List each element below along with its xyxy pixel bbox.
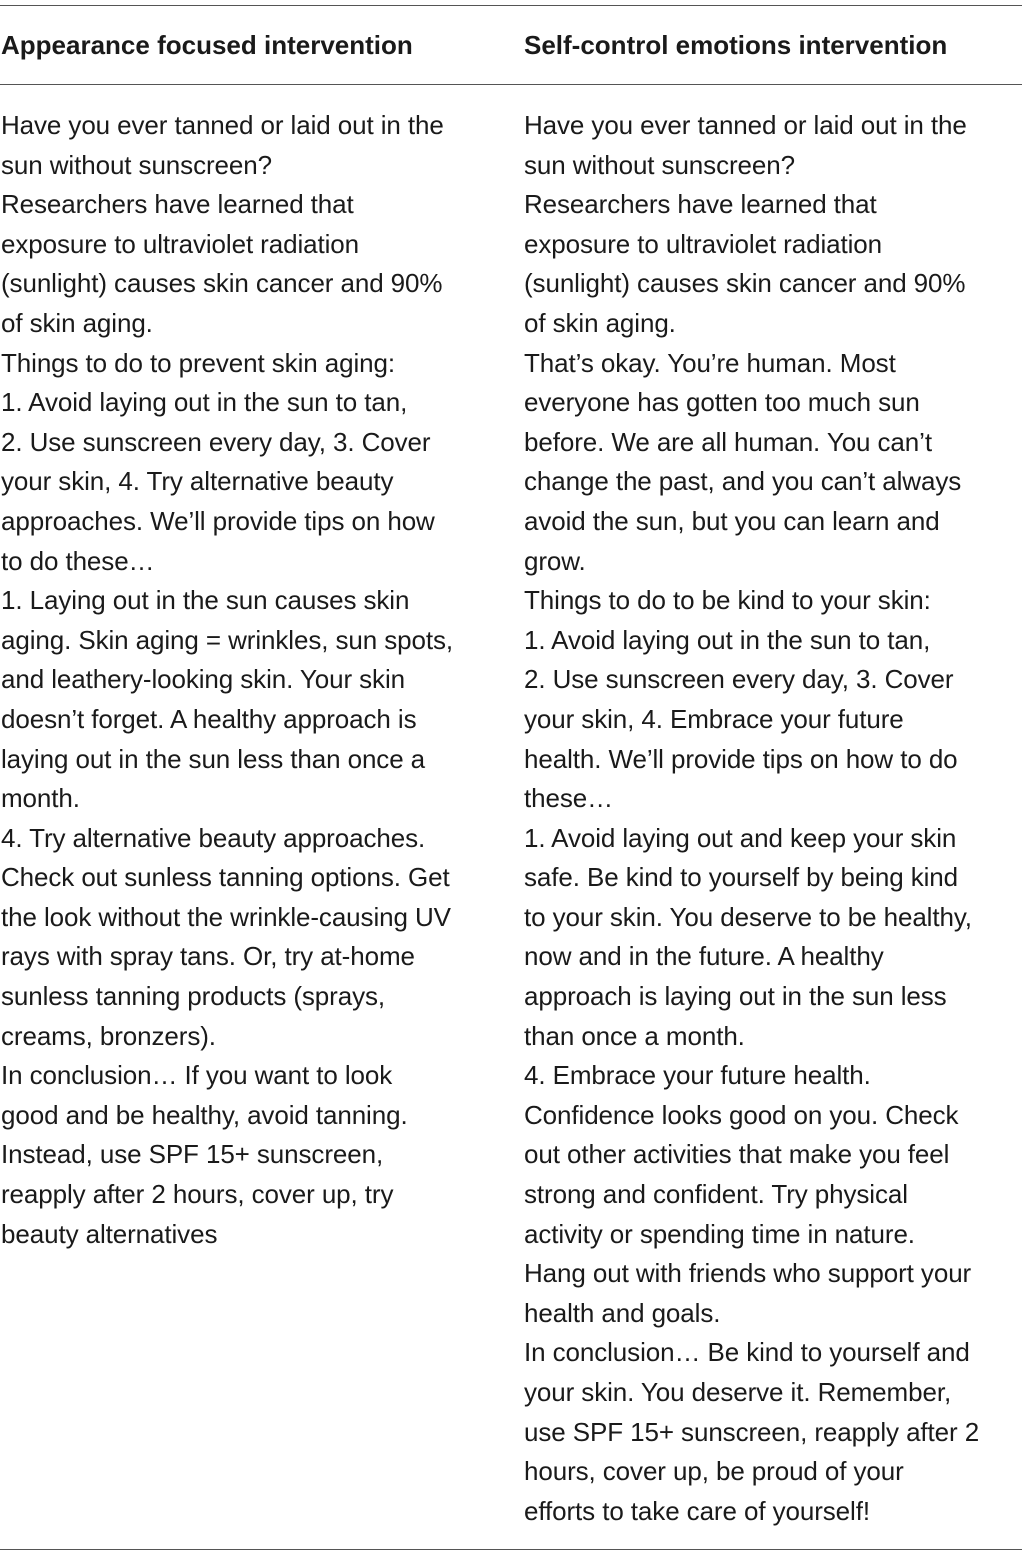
text-line: exposure to ultraviolet radiation <box>524 228 883 259</box>
text-line: and leathery-looking skin. Your skin <box>1 664 405 695</box>
table-bottom-rule <box>0 1549 1022 1550</box>
text-line: 2. Use sunscreen every day, 3. Cover <box>1 426 431 457</box>
text-line: health and goals. <box>524 1297 721 1328</box>
text-line: approach is laying out in the sun less <box>524 981 947 1012</box>
appearance-intervention-text <box>1 106 506 1254</box>
text-line: rays with spray tans. Or, try at-home <box>1 941 415 972</box>
text-line: to do these… <box>1 545 155 576</box>
text-line: month. <box>1 783 80 814</box>
text-line: doesn’t forget. A healthy approach is <box>1 703 417 734</box>
text-line: exposure to ultraviolet radiation <box>1 228 360 259</box>
text-line: efforts to take care of yourself! <box>524 1495 870 1526</box>
text-line: good and be healthy, avoid tanning. <box>1 1099 408 1130</box>
text-line: sunless tanning products (sprays, <box>1 981 386 1012</box>
table-top-rule <box>0 5 1022 6</box>
text-line: 4. Try alternative beauty approaches. <box>1 822 426 853</box>
text-line: health. We’ll provide tips on how to do <box>524 743 958 774</box>
text-line: Things to do to be kind to your skin: <box>524 585 931 616</box>
text-line: Things to do to prevent skin aging: <box>1 347 395 378</box>
text-line: activity or spending time in nature. <box>524 1218 915 1249</box>
text-line: of skin aging. <box>1 307 153 338</box>
text-line: sun without sunscreen? <box>1 149 272 180</box>
text-line: Researchers have learned that <box>524 189 877 220</box>
text-line: use SPF 15+ sunscreen, reapply after 2 <box>524 1416 980 1447</box>
text-line: your skin, 4. Try alternative beauty <box>1 466 394 497</box>
text-line: hours, cover up, be proud of your <box>524 1456 904 1487</box>
text-line: sun without sunscreen? <box>524 149 795 180</box>
text-line: your skin. You deserve it. Remember, <box>524 1377 952 1407</box>
text-line: aging. Skin aging = wrinkles, sun spots, <box>1 624 453 655</box>
text-line: your skin, 4. Embrace your future <box>524 703 904 734</box>
text-line: grow. <box>524 545 586 576</box>
text-line: (sunlight) causes skin cancer and 90% <box>1 268 443 299</box>
column-header-appearance: Appearance focused intervention <box>1 30 413 60</box>
text-line: That’s okay. You’re human. Most <box>524 347 896 378</box>
text-line: than once a month. <box>524 1020 745 1051</box>
text-line: In conclusion… If you want to look <box>1 1060 393 1091</box>
text-line: 1. Avoid laying out in the sun to tan, <box>1 387 408 418</box>
text-line: safe. Be kind to yourself by being kind <box>524 862 959 893</box>
text-line: now and in the future. A healthy <box>524 941 884 972</box>
text-line: creams, bronzers). <box>1 1020 216 1051</box>
text-line: 4. Embrace your future health. <box>524 1060 871 1091</box>
text-line: the look without the wrinkle-causing UV <box>1 901 451 932</box>
text-line: laying out in the sun less than once a <box>1 743 426 774</box>
text-line: Hang out with friends who support your <box>524 1258 972 1289</box>
text-line: change the past, and you can’t always <box>524 466 962 497</box>
column-header-self-control: Self-control emotions intervention <box>524 30 948 60</box>
text-line: beauty alternatives <box>1 1218 218 1249</box>
text-line: avoid the sun, but you can learn and <box>524 505 940 536</box>
text-line: Have you ever tanned or laid out in the <box>1 110 444 140</box>
text-line: before. We are all human. You can’t <box>524 426 932 457</box>
text-line: Researchers have learned that <box>1 189 354 220</box>
text-line: everyone has gotten too much sun <box>524 387 920 418</box>
text-line: 2. Use sunscreen every day, 3. Cover <box>524 664 954 695</box>
text-line: 1. Avoid laying out in the sun to tan, <box>524 624 931 655</box>
self-control-intervention-text <box>524 106 1022 1531</box>
header-divider-rule <box>0 84 1022 85</box>
text-line: Instead, use SPF 15+ sunscreen, <box>1 1139 384 1170</box>
text-line: 1. Avoid laying out and keep your skin <box>524 822 957 853</box>
text-line: 1. Laying out in the sun causes skin <box>1 585 410 616</box>
text-line: to your skin. You deserve to be healthy, <box>524 901 972 932</box>
text-line: (sunlight) causes skin cancer and 90% <box>524 268 966 299</box>
text-line: of skin aging. <box>524 307 676 338</box>
text-line: out other activities that make you feel <box>524 1139 950 1170</box>
text-line: Check out sunless tanning options. Get <box>1 862 450 893</box>
text-line: strong and confident. Try physical <box>524 1179 908 1210</box>
text-line: In conclusion… Be kind to yourself and <box>524 1337 970 1368</box>
text-line: Have you ever tanned or laid out in the <box>524 110 967 140</box>
text-line: these… <box>524 783 614 814</box>
text-line: Confidence looks good on you. Check <box>524 1099 959 1130</box>
text-line: reapply after 2 hours, cover up, try <box>1 1179 394 1210</box>
text-line: approaches. We’ll provide tips on how <box>1 505 435 536</box>
